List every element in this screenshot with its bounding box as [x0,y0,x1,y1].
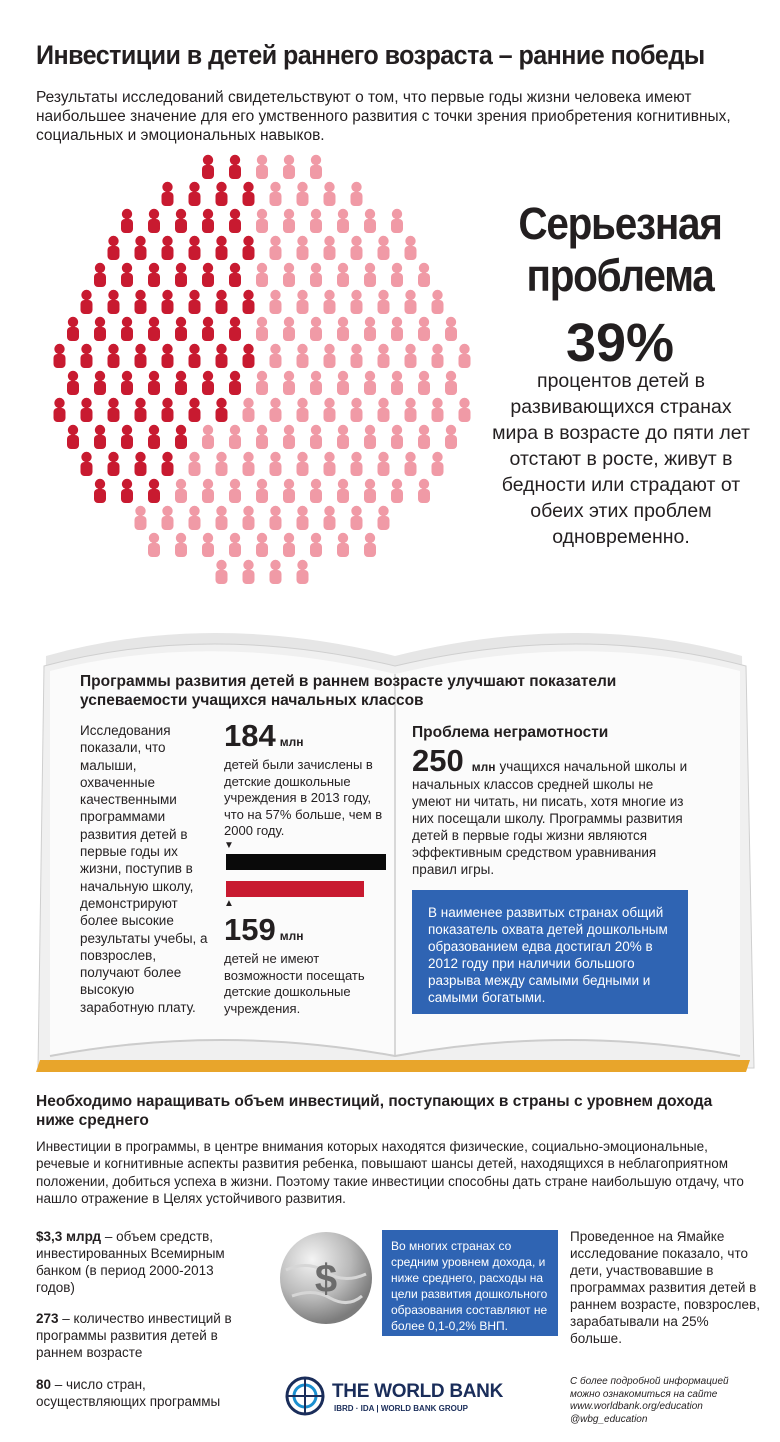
child-figure-other [256,371,268,395]
child-figure-other [324,236,336,260]
child-figure-other [391,263,403,287]
child-figure-other [405,398,417,422]
problem-heading [494,198,746,302]
jamaica-study-text: Проведенное на Ямайке исследование показало, что дети, участвовавшие в программах развития детей в раннем возрасте, повзрослев, зарабатывали на 25% больше. [570,1229,760,1346]
child-figure-affected [162,344,174,368]
child-figure-affected [94,371,106,395]
fact-text: – объем средств, инвестированных Всемирным банком (в период 2000-2013 годов) [36,1229,225,1295]
child-figure-other [297,236,309,260]
child-figure-other [297,452,309,476]
illiteracy-number: 250 [412,743,464,778]
child-figure-other [418,371,430,395]
child-figure-other [256,425,268,449]
fact-value: $3,3 млрд [36,1229,102,1244]
child-figure-other [297,290,309,314]
child-figure-other [337,479,349,503]
child-figure-other [364,479,376,503]
child-figure-other [229,425,241,449]
child-figure-other [405,452,417,476]
child-figure-affected [67,371,79,395]
child-figure-affected [162,236,174,260]
child-figure-affected [148,479,160,503]
child-figure-other [283,533,295,557]
child-figure-other [283,317,295,341]
child-figure-affected [202,317,214,341]
child-figure-other [283,263,295,287]
child-figure-affected [81,452,93,476]
child-figure-affected [189,236,201,260]
fact-value: 273 [36,1311,59,1326]
child-figure-affected [229,371,241,395]
child-figure-affected [108,398,120,422]
fact-item [36,1310,256,1361]
dollar-globe-icon [278,1230,374,1326]
child-figure-affected [94,263,106,287]
fact-item [36,1376,256,1410]
child-figure-other [364,371,376,395]
child-figure-affected [243,290,255,314]
child-figure-other [324,344,336,368]
book-title: Программы развития детей в раннем возрасте улучшают показатели успеваемости учащихся начальных классов [80,673,617,709]
child-figure-other [337,317,349,341]
illiteracy-text: учащихся начальной школы и начальных классов средней школы не умеют ни читать, ни писать, хотя многие из них посещали школу. Программы развития детей в первые годы жизни являются эффективным средством уравнивания правил игры. [412,759,688,877]
child-figure-other [297,182,309,206]
world-bank-logo-icon [285,1376,325,1416]
child-figure-affected [148,425,160,449]
child-figure-other [418,479,430,503]
child-figure-affected [243,344,255,368]
child-figure-other [378,398,390,422]
enrolled-number [224,718,303,754]
enrolled-bar [226,854,386,870]
child-figure-other [378,452,390,476]
fact-text: – число стран, осуществляющих программы [36,1377,221,1409]
child-figure-affected [67,317,79,341]
child-figure-affected [216,290,228,314]
child-figure-affected [94,425,106,449]
child-figure-affected [189,182,201,206]
child-figure-other [297,506,309,530]
child-figure-other [202,533,214,557]
not-enrolled-value: 159 [224,912,276,947]
child-figure-other [391,209,403,233]
child-figure-affected [216,344,228,368]
child-figure-other [270,236,282,260]
fact-value: 80 [36,1377,52,1392]
dollar-sign: $ [314,1257,338,1301]
child-figure-other [378,236,390,260]
child-figure-other [459,398,471,422]
child-figure-other [445,371,457,395]
child-figure-other [324,182,336,206]
child-figure-other [391,425,403,449]
child-figure-other [256,155,268,179]
triangle-down-icon: ▼ [224,840,234,851]
child-figure-affected [162,398,174,422]
child-figure-other [310,209,322,233]
child-figure-other [378,344,390,368]
child-figure-other [283,155,295,179]
child-figure-other [256,209,268,233]
child-figure-other [270,290,282,314]
not-enrolled-bar [226,881,364,897]
world-bank-subtitle: IBRD · IDA | WORLD BANK GROUP [334,1404,468,1413]
child-figure-affected [162,182,174,206]
child-figure-affected [108,236,120,260]
child-figure-other [270,182,282,206]
child-figure-other [459,344,471,368]
child-figure-other [351,398,363,422]
child-figure-other [270,344,282,368]
child-figure-affected [108,452,120,476]
child-figure-affected [189,290,201,314]
child-figure-affected [81,398,93,422]
child-figure-affected [108,290,120,314]
child-figure-other [364,317,376,341]
child-figure-other [351,290,363,314]
child-figure-other [283,371,295,395]
child-figure-other [378,290,390,314]
child-figure-other [310,155,322,179]
investment-title: Необходимо наращивать объем инвестиций, поступающих в страны с уровнем дохода ниже среднего [36,1093,713,1129]
child-figure-other [337,263,349,287]
child-figure-affected [189,344,201,368]
child-figure-other [175,479,187,503]
child-figure-other [243,398,255,422]
more-info-url[interactable]: www.worldbank.org/education [570,1401,703,1412]
child-figure-affected [148,263,160,287]
enrolled-unit: млн [279,735,304,749]
child-figure-other [202,479,214,503]
child-figure-other [256,533,268,557]
child-figure-other [337,209,349,233]
child-figure-affected [121,371,133,395]
child-figure-other [378,506,390,530]
child-figure-affected [229,317,241,341]
not-enrolled-text: детей не имеют возможности посещать детские дошкольные учреждения. [224,951,365,1016]
problem-heading-line2: проблема [526,250,714,301]
child-figure-other [297,344,309,368]
child-figure-other [405,236,417,260]
child-figure-other [270,452,282,476]
investment-text: Инвестиции в программы, в центре внимания которых находятся физические, социально-эмоциональные, речевые и когнитивные аспекты развития ребенка, повышают шансы детей, находящихся в неблагоприятном положении, добиться успеха в жизни. Поэтому такие инвестиции способны дать стране наибольшую отдачу, что нашло отражение в Целях устойчивого развития. [36,1139,744,1206]
triangle-up-icon: ▲ [224,898,234,909]
child-figure-affected [175,371,187,395]
child-figure-other [324,506,336,530]
child-figure-other [364,209,376,233]
child-figure-other [148,533,160,557]
illiteracy-unit: млн [471,760,496,774]
child-figure-other [310,425,322,449]
child-figure-affected [135,290,147,314]
child-figure-affected [175,317,187,341]
child-figure-affected [81,290,93,314]
child-figure-other [310,263,322,287]
child-figure-other [229,533,241,557]
child-figure-other [391,371,403,395]
child-figure-other [202,425,214,449]
problem-percent: 39% [565,313,675,373]
child-figure-affected [148,371,160,395]
not-enrolled-unit: млн [279,929,304,943]
child-figure-other [256,317,268,341]
least-developed-note: В наименее развитых странах общий показатель охвата детей дошкольным образованием едва достигал 20% в 2012 году при наличии большого разрыва между самыми бедными и самыми богатыми. [412,890,688,1014]
child-figure-other [310,317,322,341]
middle-income-note: Во многих странах со средним уровнем дохода, и ниже среднего, расходы на цели развития дошкольного образования составляют не более 0,1-0,2% ВНП. [382,1230,558,1336]
child-figure-other [162,506,174,530]
child-figure-other [432,290,444,314]
child-figure-affected [121,209,133,233]
child-figure-affected [202,209,214,233]
child-figure-affected [135,398,147,422]
fact-item [36,1228,256,1296]
child-figure-affected [94,479,106,503]
child-figure-other [175,533,187,557]
problem-heading-line1: Серьезная [518,198,722,249]
child-figure-other [432,398,444,422]
child-figure-affected [216,182,228,206]
child-figure-affected [216,236,228,260]
child-figure-other [297,560,309,584]
child-figure-other [216,452,228,476]
child-figure-affected [175,209,187,233]
illiteracy-text-block [412,743,694,878]
child-figure-affected [202,263,214,287]
child-figure-other [445,317,457,341]
child-figure-other [216,560,228,584]
child-figure-other [243,560,255,584]
child-figure-other [351,506,363,530]
not-enrolled-number [224,912,303,948]
child-figure-affected [162,452,174,476]
child-figure-affected [229,263,241,287]
child-figure-other [418,317,430,341]
fact-text: – количество инвестиций в программы развития детей в раннем возрасте [36,1311,232,1360]
child-figure-affected [54,398,66,422]
child-figure-affected [175,263,187,287]
child-figure-other [310,479,322,503]
child-figure-affected [162,290,174,314]
child-figure-other [351,344,363,368]
child-figure-affected [121,479,133,503]
child-figure-other [351,452,363,476]
child-figure-other [270,398,282,422]
child-figure-affected [94,317,106,341]
child-figure-other [418,425,430,449]
child-figure-other [297,398,309,422]
child-figure-other [256,263,268,287]
child-figure-affected [121,425,133,449]
child-figure-other [216,506,228,530]
child-figure-affected [189,398,201,422]
child-figure-affected [108,344,120,368]
child-figure-other [243,506,255,530]
child-figure-other [270,560,282,584]
child-figure-affected [54,344,66,368]
child-figure-other [337,425,349,449]
enrolled-text: детей были зачислены в детские дошкольные учреждения в 2013 году, что на 57% больше, чем в 2000 году. [224,757,383,838]
child-figure-other [337,533,349,557]
child-figure-other [256,479,268,503]
world-bank-name: THE WORLD BANK [332,1381,504,1402]
more-info-handle[interactable]: @wbg_education [570,1413,648,1425]
child-figure-affected [135,236,147,260]
child-figure-affected [216,398,228,422]
child-figure-other [432,452,444,476]
child-figure-other [351,182,363,206]
child-figure-affected [243,182,255,206]
child-figure-affected [121,317,133,341]
child-figure-other [445,425,457,449]
child-figure-other [310,371,322,395]
page-title: Инвестиции в детей раннего возраста – ранние победы [36,40,705,70]
child-figure-other [418,263,430,287]
child-figure-other [283,479,295,503]
child-figure-other [135,506,147,530]
child-figure-other [364,263,376,287]
child-figure-affected [229,209,241,233]
child-figure-affected [121,263,133,287]
child-figure-affected [81,344,93,368]
child-figure-other [283,209,295,233]
more-info [570,1376,750,1426]
children-pie-graphic [46,154,476,584]
problem-text: процентов детей в развивающихся странах мира в возрасте до пяти лет отстают в росте, живут в бедности или страдают от обеих этих проблем одновременно. [492,370,750,548]
child-figure-affected [135,344,147,368]
child-figure-affected [135,452,147,476]
child-figure-other [189,452,201,476]
child-figure-other [364,425,376,449]
child-figure-affected [67,425,79,449]
child-figure-affected [229,155,241,179]
child-figure-affected [175,425,187,449]
research-text: Исследования показали, что малыши, охваченные качественными программами развития детей в первые годы их жизни, поступив в начальную школу, демонстрируют более высокие результаты учебы, а повзрослев, получают более высокую заработную плату. [80,723,208,1015]
child-figure-affected [243,236,255,260]
child-figure-affected [202,155,214,179]
child-figure-affected [202,371,214,395]
more-info-text: С более подробной информацией можно ознакомиться на сайте [570,1376,729,1400]
child-figure-other [324,398,336,422]
intro-text: Результаты исследований свидетельствуют о том, что первые годы жизни человека имеют наибольшее значение для его умственного развития с точки зрения приобретения когнитивных, социальных и эмоциональных навыков. [36,89,731,144]
child-figure-other [283,425,295,449]
child-figure-other [391,317,403,341]
child-figure-other [405,290,417,314]
child-figure-other [270,506,282,530]
child-figure-other [229,479,241,503]
child-figure-other [432,344,444,368]
child-figure-other [337,371,349,395]
child-figure-other [405,344,417,368]
child-figure-other [324,452,336,476]
child-figure-other [364,533,376,557]
child-figure-other [324,290,336,314]
child-figure-affected [148,317,160,341]
child-figure-other [391,479,403,503]
child-figure-other [351,236,363,260]
enrolled-value: 184 [224,718,276,753]
child-figure-other [189,506,201,530]
illiteracy-title: Проблема неграмотности [412,724,609,741]
child-figure-other [243,452,255,476]
child-figure-other [310,533,322,557]
child-figure-affected [148,209,160,233]
